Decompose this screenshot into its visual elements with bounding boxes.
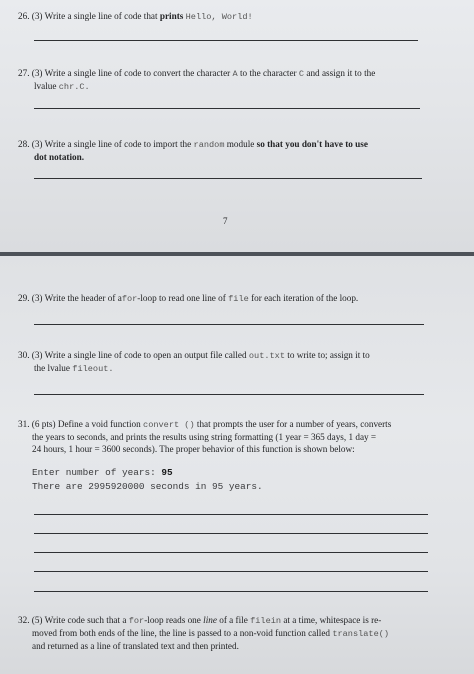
answer-line bbox=[34, 324, 424, 325]
question-number: 30. bbox=[18, 350, 30, 360]
question-number: 28. bbox=[18, 139, 30, 149]
question-text: at a time, whitespace is re- bbox=[283, 615, 382, 625]
question-points: (5) bbox=[31, 615, 43, 625]
question-text-bold: so that you don't have to use bbox=[256, 139, 368, 149]
question-text: to the character bbox=[240, 68, 297, 78]
question-27 bbox=[18, 67, 448, 93]
question-text: for each iteration of the loop. bbox=[251, 293, 359, 303]
code-snippet: C bbox=[298, 69, 305, 79]
question-number: 32. bbox=[18, 615, 30, 625]
answer-line bbox=[34, 533, 428, 534]
question-text-italic: line bbox=[203, 615, 217, 625]
question-number: 27. bbox=[18, 68, 30, 78]
question-32 bbox=[18, 614, 458, 652]
code-snippet: convert () bbox=[143, 420, 195, 430]
answer-line bbox=[34, 571, 428, 572]
code-snippet: random bbox=[193, 140, 225, 150]
console-input: 95 bbox=[161, 467, 173, 478]
question-number: 31. bbox=[18, 419, 30, 429]
code-snippet: Hello, World! bbox=[185, 12, 253, 22]
answer-line bbox=[34, 108, 420, 109]
question-text-bold: dot notation. bbox=[34, 152, 85, 162]
question-31 bbox=[18, 418, 458, 455]
question-text: the lvalue bbox=[34, 363, 70, 373]
question-text: -loop to read one line of bbox=[137, 293, 226, 303]
question-text: Write code such that a bbox=[44, 615, 127, 625]
question-28 bbox=[18, 138, 448, 163]
question-text: moved from both ends of the line, the line is passed to a non-void function called bbox=[32, 628, 331, 638]
code-snippet: filein bbox=[250, 616, 282, 626]
question-text: to write to; assign it to bbox=[287, 350, 370, 360]
code-snippet: file bbox=[228, 294, 249, 304]
question-text: that prompts the user for a number of years, converts bbox=[196, 419, 392, 429]
code-snippet: for bbox=[121, 294, 138, 304]
question-text: Write the header of a bbox=[44, 293, 122, 303]
code-snippet: for bbox=[128, 616, 145, 626]
question-text: and assign it to the bbox=[306, 68, 376, 78]
question-text-bold: prints bbox=[159, 11, 184, 21]
question-text: -loop reads one bbox=[144, 615, 201, 625]
question-text: of a file bbox=[219, 615, 248, 625]
question-points: (6 pts) bbox=[31, 419, 56, 429]
code-snippet: A bbox=[232, 69, 238, 79]
console-prompt: Enter number of years: bbox=[32, 467, 156, 478]
question-points: (3) bbox=[31, 11, 43, 21]
answer-line bbox=[34, 514, 428, 515]
console-result: There are 2995920000 seconds in 95 years. bbox=[32, 481, 263, 492]
question-text: Write a single line of code to open an output file called bbox=[44, 350, 247, 360]
code-snippet: fileout. bbox=[72, 364, 114, 374]
exam-page-bottom bbox=[0, 256, 474, 674]
answer-line bbox=[34, 40, 418, 41]
question-26 bbox=[18, 10, 253, 23]
question-points: (3) bbox=[31, 139, 43, 149]
question-number: 26. bbox=[18, 11, 30, 21]
question-points: (3) bbox=[31, 350, 43, 360]
console-output-example bbox=[32, 466, 263, 494]
question-text: lvalue bbox=[34, 81, 57, 91]
answer-line bbox=[34, 591, 428, 592]
question-text: module bbox=[226, 139, 255, 149]
question-text: Write a single line of code that bbox=[44, 11, 158, 21]
answer-line bbox=[34, 394, 424, 395]
question-30 bbox=[18, 349, 458, 375]
question-text: Write a single line of code to convert the character bbox=[44, 68, 231, 78]
question-text: Define a void function bbox=[57, 419, 141, 429]
question-29 bbox=[18, 292, 358, 305]
page-number: 7 bbox=[223, 216, 228, 226]
question-text: 24 hours, 1 hour = 3600 seconds). The proper behavior of this function is shown below: bbox=[32, 444, 355, 454]
answer-line bbox=[34, 178, 422, 179]
question-points: (3) bbox=[31, 293, 43, 303]
question-text: Write a single line of code to import the bbox=[44, 139, 192, 149]
question-number: 29. bbox=[18, 293, 30, 303]
code-snippet: chr.C. bbox=[58, 82, 90, 92]
code-snippet: out.txt bbox=[248, 351, 285, 361]
answer-line bbox=[34, 552, 428, 553]
exam-page-top bbox=[0, 0, 474, 252]
question-points: (3) bbox=[31, 68, 43, 78]
question-text: and returned as a line of translated text and then printed. bbox=[32, 641, 239, 651]
code-snippet: translate() bbox=[332, 629, 390, 639]
question-text: the years to seconds, and prints the results using string formatting (1 year = 365 days, 1 day = bbox=[32, 432, 377, 442]
